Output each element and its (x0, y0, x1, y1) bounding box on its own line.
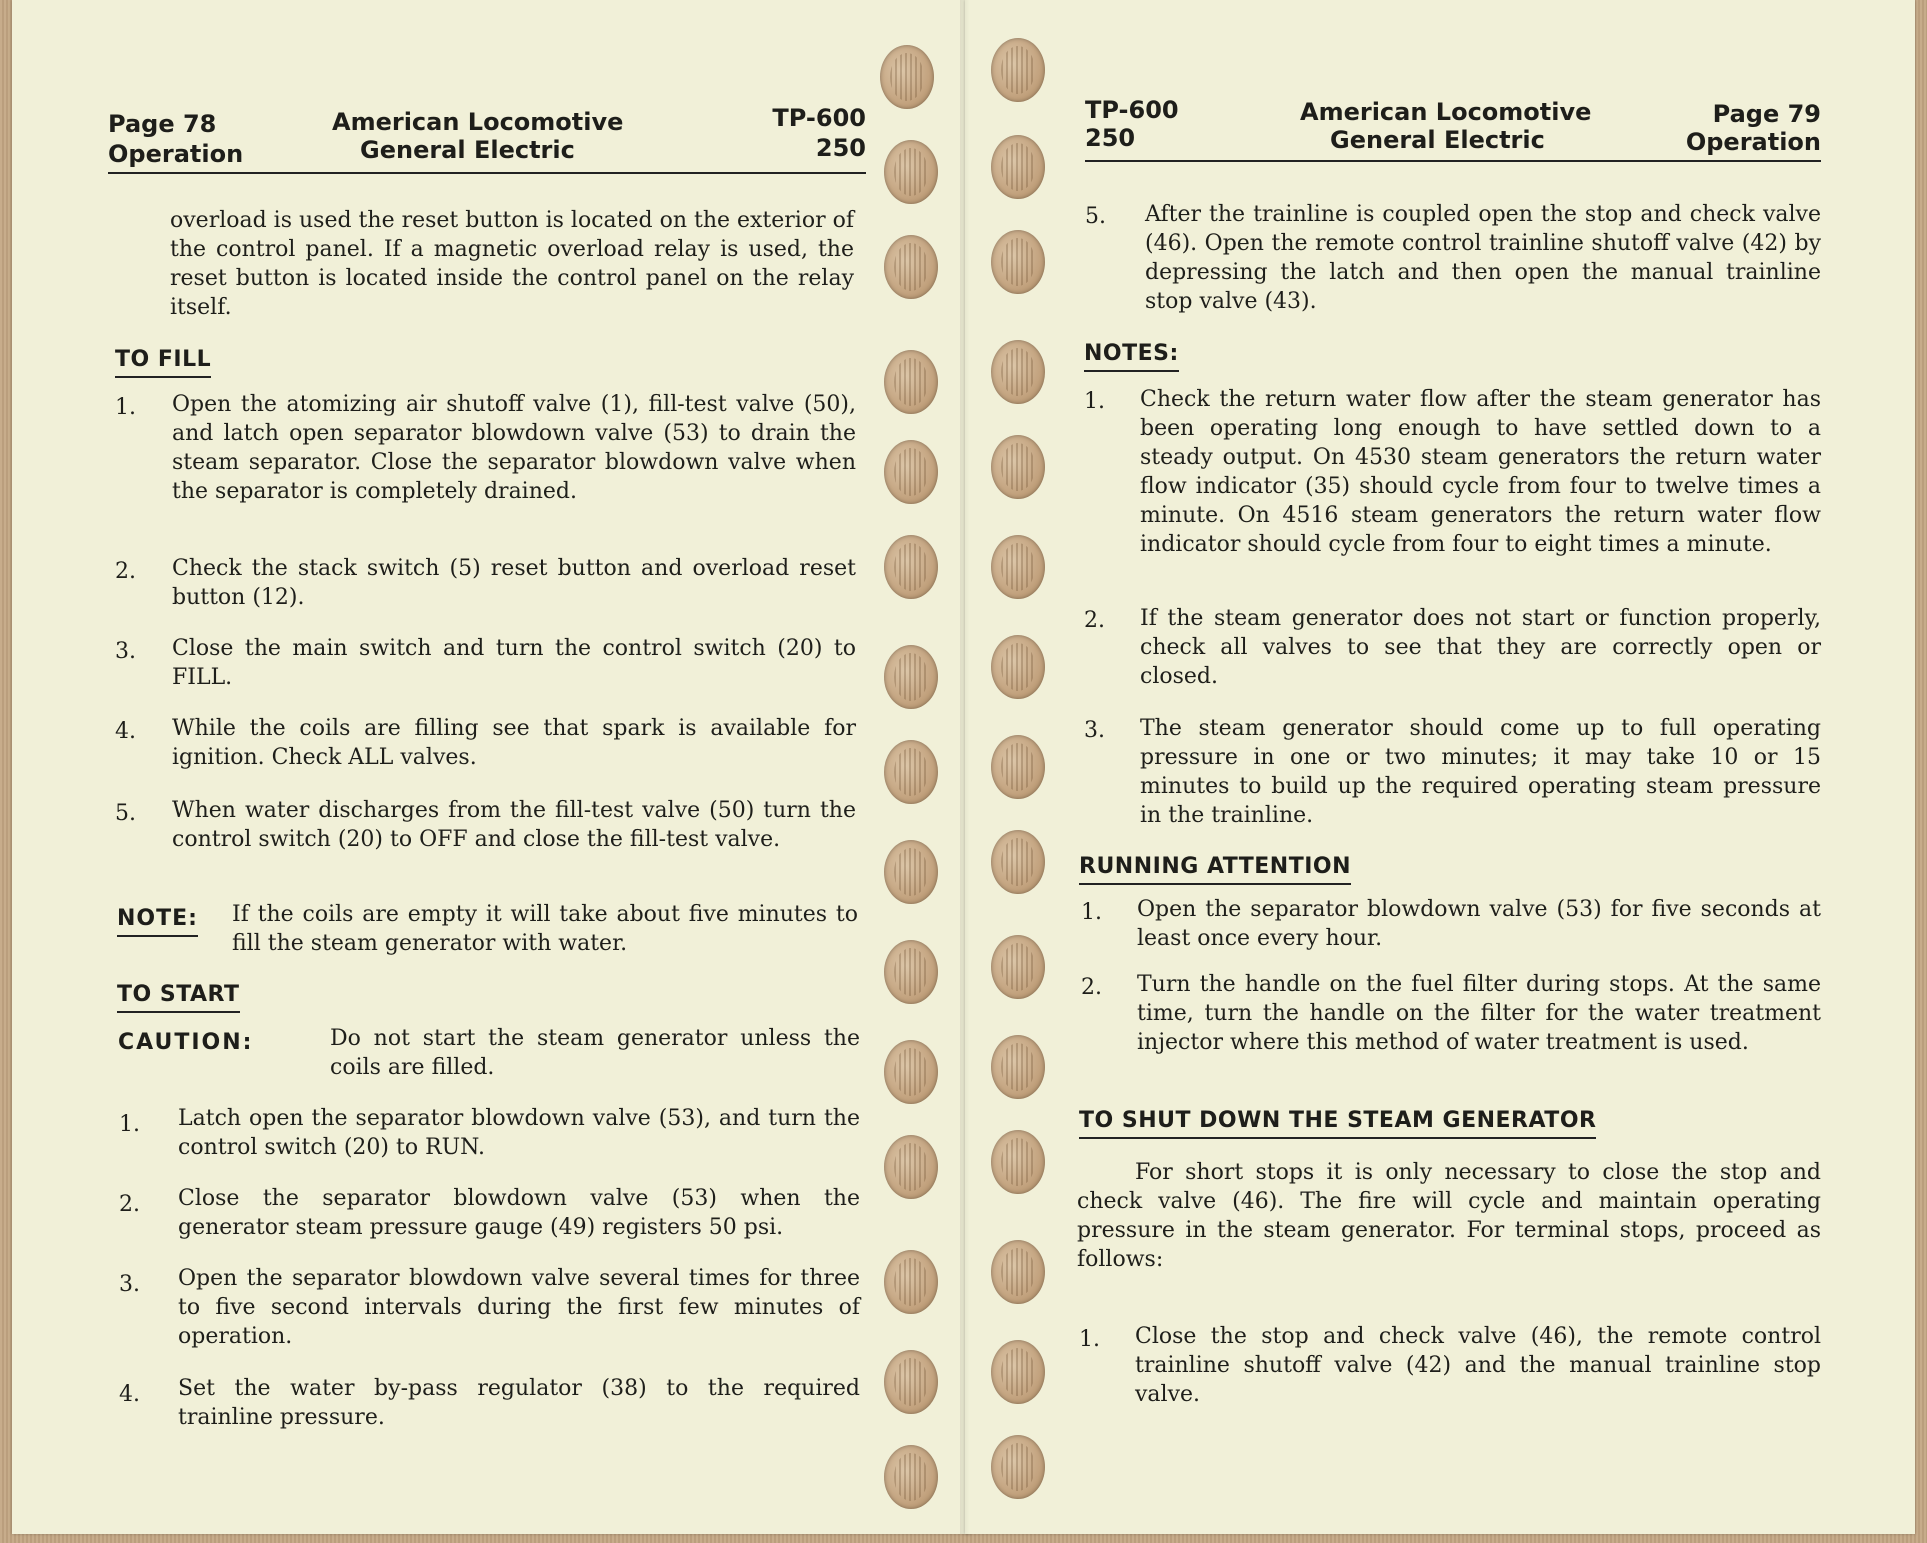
binder-hole (991, 635, 1045, 699)
binder-hole (991, 1340, 1045, 1404)
binder-hole (884, 1350, 938, 1414)
list-number: 1. (115, 395, 136, 420)
binder-hole (884, 1135, 938, 1199)
page-body (12, 0, 970, 1534)
shutdown-paragraph: For short stops it is only necessary to close the stop and check valve (46). The fire will cycle and maintain operating pressure in the steam generator. For terminal stops, proceed as follows: (1077, 1160, 1821, 1272)
binder-hole (884, 440, 938, 504)
list-number: 2. (115, 559, 136, 584)
binder-hole (991, 830, 1045, 894)
heading-notes: NOTES: (1084, 339, 1179, 372)
binder-hole (991, 38, 1045, 102)
list-item: Open the separator blowdown valve (53) for five seconds at least once every hour. (1137, 897, 1821, 951)
section-name: Operation (108, 140, 244, 168)
list-item: Open the separator blowdown valve several times for three to five second intervals during the first few minutes of operation. (178, 1266, 860, 1349)
binder-hole (884, 535, 938, 599)
list-item: Turn the handle on the fuel filter during stops. At the same time, turn the handle on the filter for the water treatment injector where this method of water treatment is used. (1137, 972, 1821, 1055)
list-number: 3. (115, 639, 136, 664)
list-number: 1. (119, 1112, 140, 1137)
list-item: Close the separator blowdown valve (53) when the generator steam pressure gauge (49) registers 50 psi. (178, 1186, 860, 1240)
list-number: 3. (119, 1272, 140, 1297)
list-item: After the trainline is coupled open the stop and check valve (46). Open the remote control trainline shutoff valve (42) by depressing the latch and then open the manual trainline stop valve (43). (1145, 202, 1821, 314)
right-page (965, 0, 1915, 1534)
list-number: 2. (119, 1192, 140, 1217)
caution-text: Do not start the steam generator unless the coils are filled. (330, 1026, 860, 1080)
note-text: If the coils are empty it will take about five minutes to fill the steam generator with water. (232, 902, 858, 956)
binder-hole (991, 735, 1045, 799)
list-number: 1. (1079, 1327, 1100, 1352)
doc-revision: 250 (815, 134, 866, 162)
section-name: Operation (1685, 128, 1821, 156)
list-item: Close the main switch and turn the control switch (20) to FILL. (172, 636, 856, 690)
binder-hole (884, 1040, 938, 1104)
list-item: Latch open the separator blowdown valve (53), and turn the control switch (20) to RUN. (178, 1106, 860, 1160)
binder-hole (991, 135, 1045, 199)
binder-hole (991, 1035, 1045, 1099)
binder-hole (884, 235, 938, 299)
list-item: Check the stack switch (5) reset button and overload reset button (12). (172, 556, 856, 610)
caution-label: CAUTION: (118, 1030, 254, 1055)
intro-paragraph: overload is used the reset button is located on the exterior of the control panel. If a magnetic overload relay is used, the reset button is located inside the control panel on the relay itself. (170, 208, 854, 320)
list-item: If the steam generator does not start or function properly, check all valves to see that they are correctly open or closed. (1140, 606, 1821, 689)
list-number: 4. (115, 719, 136, 744)
binder-hole (991, 535, 1045, 599)
list-number: 3. (1084, 718, 1105, 743)
binder-hole (884, 350, 938, 414)
left-page (12, 0, 970, 1534)
doc-revision: 250 (1085, 124, 1136, 152)
binder-hole (880, 45, 934, 109)
heading-to-fill: TO FILL (115, 345, 211, 378)
list-item: Open the atomizing air shutoff valve (1), fill-test valve (50), and latch open separator blowdown valve (53) to drain the steam separator. Close the separator blowdown valve when the separator is completely drained. (172, 392, 856, 504)
binding-spine (960, 0, 970, 1534)
list-item: Close the stop and check valve (46), the remote control trainline shutoff valve (42) and the manual trainline stop valve. (1135, 1324, 1821, 1407)
company-line-1: American Locomotive (1300, 98, 1592, 126)
page-body (965, 0, 1915, 1534)
list-item: While the coils are filling see that spark is available for ignition. Check ALL valves. (172, 716, 856, 770)
binder-hole (884, 740, 938, 804)
binder-hole (991, 340, 1045, 404)
binder-hole (884, 140, 938, 204)
company-line-2: General Electric (360, 136, 575, 164)
list-item: Check the return water flow after the steam generator has been operating long enough to have settled down to a steady output. On 4530 steam generators the return water flow indicator (35) should cycle from four to twelve times a minute. On 4516 steam generators the return water flow indicator should cycle from four to eight times a minute. (1140, 387, 1821, 557)
list-item: Set the water by-pass regulator (38) to the required trainline pressure. (178, 1376, 860, 1430)
binder-hole (884, 1445, 938, 1509)
heading-running-attention: RUNNING ATTENTION (1079, 852, 1351, 885)
binder-hole (991, 435, 1045, 499)
binder-hole (991, 1130, 1045, 1194)
list-number: 2. (1084, 608, 1105, 633)
binder-hole (991, 935, 1045, 999)
binder-hole (991, 1435, 1045, 1499)
binder-hole (991, 1240, 1045, 1304)
company-line-1: American Locomotive (332, 108, 624, 136)
list-number: 1. (1084, 389, 1105, 414)
list-item: When water discharges from the fill-test valve (50) turn the control switch (20) to OFF and close the fill-test valve. (172, 798, 856, 852)
company-line-2: General Electric (1330, 126, 1545, 154)
binder-hole (991, 230, 1045, 294)
list-item: The steam generator should come up to full operating pressure in one or two minutes; it may take 10 or 15 minutes to build up the required operating steam pressure in the trainline. (1140, 716, 1821, 828)
heading-to-start: TO START (117, 980, 240, 1013)
binder-hole (884, 840, 938, 904)
binder-hole (884, 645, 938, 709)
list-number: 4. (119, 1382, 140, 1407)
list-number: 1. (1081, 900, 1102, 925)
list-number: 2. (1081, 975, 1102, 1000)
binder-hole (884, 940, 938, 1004)
list-number: 5. (1085, 204, 1106, 229)
heading-shut-down: TO SHUT DOWN THE STEAM GENERATOR (1079, 1106, 1596, 1139)
binder-hole (884, 1250, 938, 1314)
doc-number: TP-600 (1085, 96, 1179, 124)
page-number: Page 78 (108, 110, 217, 138)
note-label: NOTE: (117, 904, 198, 937)
page-number: Page 79 (1712, 100, 1821, 128)
list-number: 5. (115, 801, 136, 826)
doc-number: TP-600 (772, 104, 866, 132)
